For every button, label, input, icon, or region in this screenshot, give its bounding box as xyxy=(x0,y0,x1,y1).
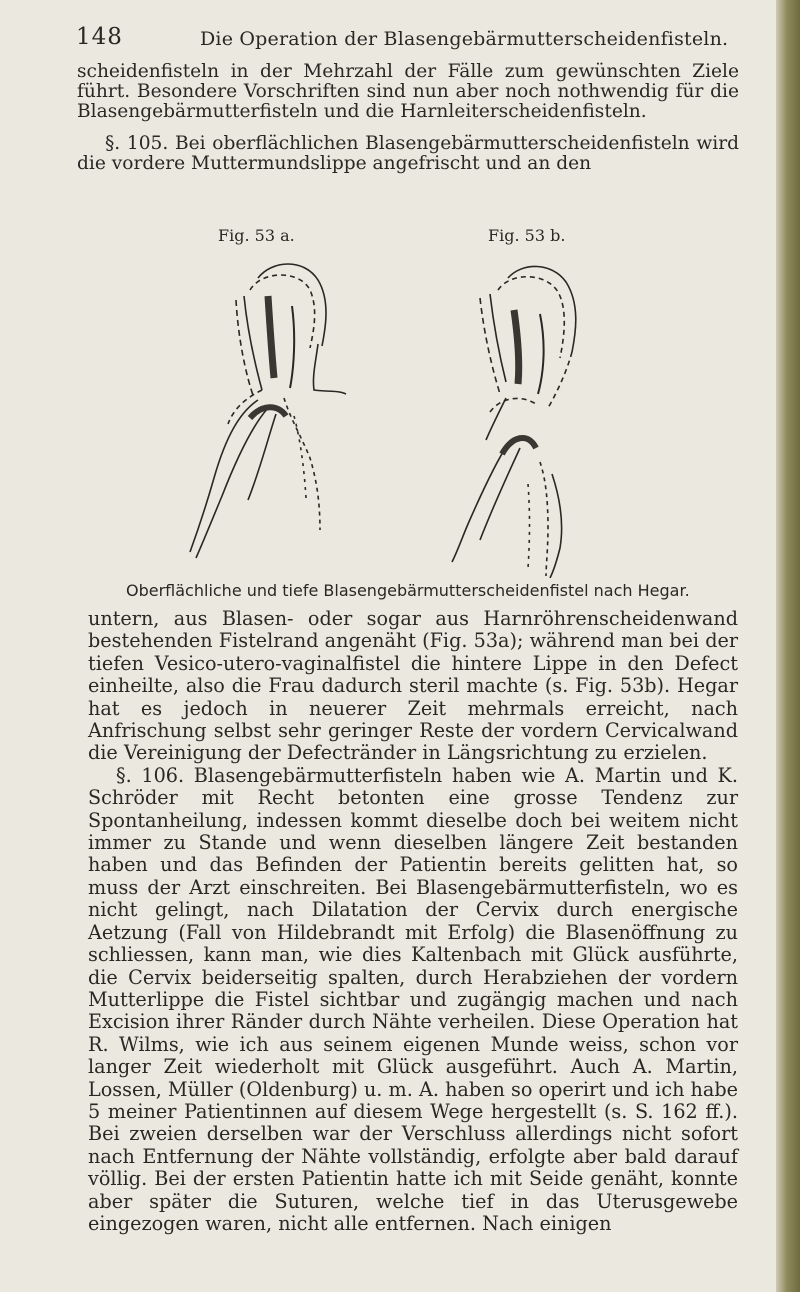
section-105 xyxy=(77,134,739,174)
figure-label-53b: Fig. 53 b. xyxy=(488,226,566,245)
section-105-text: §. 105. Bei oberflächlichen Blasengebärmutterscheidenfisteln wird die vordere Muttermundslippe angefrischt und an den xyxy=(77,133,739,174)
page-number: 148 xyxy=(76,24,123,50)
body-text xyxy=(88,608,738,1235)
paragraph-text: scheidenfisteln in der Mehrzahl der Fälle zum gewünschten Ziele führt. Besondere Vorschriften sind nun aber noch nothwendig für die Blasengebärmutterfisteln und die Harnleiterscheidenfisteln. xyxy=(77,61,739,122)
anatomical-figure xyxy=(0,248,800,578)
figure-53a-drawing xyxy=(190,264,346,558)
body-paragraph-1: untern, aus Blasen- oder sogar aus Harnröhrenscheidenwand bestehenden Fistelrand angenäht (Fig. 53a); während man bei der tiefen Vesico-utero-vaginalfistel die hintere Lippe in den Defect einheilte, also die Frau dadurch steril machte (s. Fig. 53b). Hegar hat es jedoch in neuerer Zeit mehrmals erreicht, nach Anfrischung selbst sehr geringer Reste der vordern Cervicalwand die Vereinigung der Defectränder in Längsrichtung zu erzielen. xyxy=(88,607,738,765)
figure-label-53a: Fig. 53 a. xyxy=(218,226,295,245)
figure-caption: Oberflächliche und tiefe Blasengebärmutterscheidenfistel nach Hegar. xyxy=(126,581,690,600)
figure-53b-drawing xyxy=(452,266,576,578)
figure-drawing xyxy=(0,248,800,578)
paragraph-continuation xyxy=(77,62,739,122)
running-title: Die Operation der Blasengebärmutterscheidenfisteln. xyxy=(200,28,729,50)
page-edge-shadow xyxy=(776,0,800,1292)
page-header xyxy=(76,24,756,60)
section-106: §. 106. Blasengebärmutterfisteln haben wie A. Martin und K. Schröder mit Recht betonten eine grosse Tendenz zur Spontanheilung, indessen kommt dieselbe doch bei weitem nicht immer zu Stande und wenn dieselben längere Zeit bestanden haben und das Befinden der Patientin bereits gelitten hat, so muss der Arzt einschreiten. Bei Blasengebärmutterfisteln, wo es nicht gelingt, nach Dilatation der Cervix durch energische Aetzung (Fall von Hildebrandt mit Erfolg) die Blasenöffnung zu schliessen, kann man, wie dies Kaltenbach mit Glück ausführte, die Cervix beiderseitig spalten, durch Herabziehen der vordern Mutterlippe die Fistel sichtbar und zugängig machen und nach Excision ihrer Ränder durch Nähte verheilen. Diese Operation hat R. Wilms, wie ich aus seinem eigenen Munde weiss, schon vor langer Zeit wiederholt mit Glück ausgeführt. Auch A. Martin, Lossen, Müller (Oldenburg) u. m. A. haben so operirt und ich habe 5 meiner Patientinnen auf diesem Wege hergestellt (s. S. 162 ff.). Bei zweien derselben war der Verschluss allerdings nicht sofort nach Entfernung der Nähte vollständig, erfolgte aber bald darauf völlig. Bei der ersten Patientin hatte ich mit Seide genäht, konnte aber später die Suturen, welche tief in das Uterusgewebe eingezogen waren, nicht alle entfernen. Nach einigen xyxy=(88,763,738,1235)
